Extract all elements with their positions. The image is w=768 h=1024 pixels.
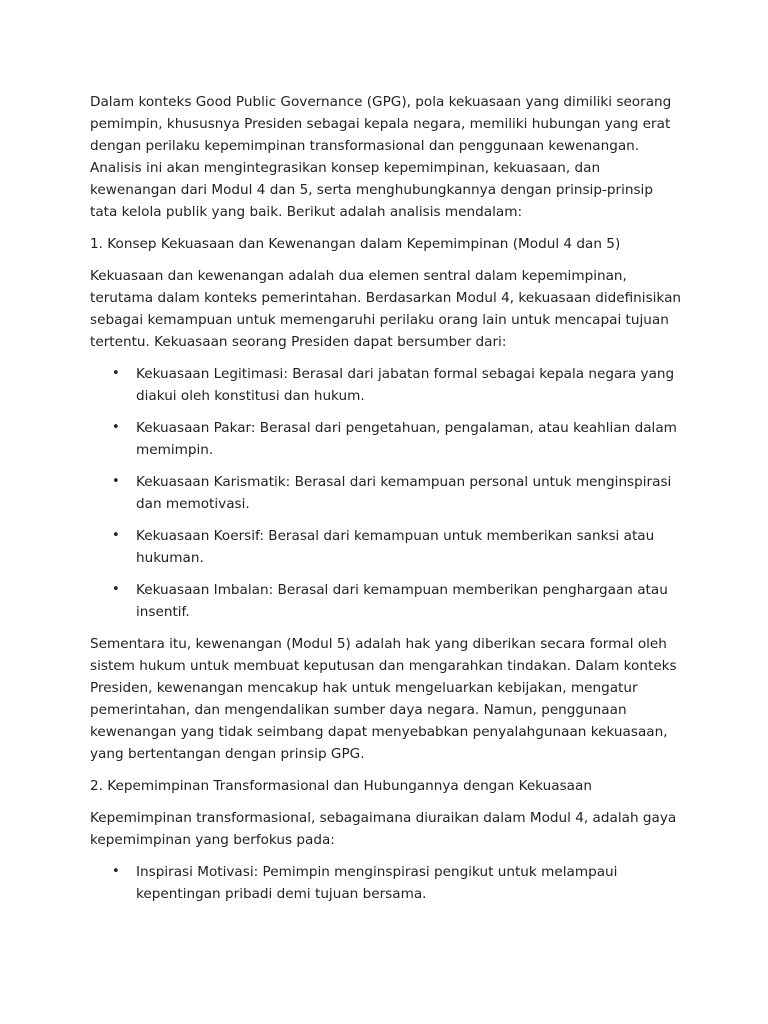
power-sources-list (90, 363, 682, 623)
transformational-list (90, 861, 682, 905)
section-1-paragraph-2: Sementara itu, kewenangan (Modul 5) adalah hak yang diberikan secara formal oleh sistem hukum untuk membuat keputusan dan mengarahkan tindakan. Dalam konteks Presiden, kewenangan mencakup hak untuk mengeluarkan kebijakan, mengatur pemerintahan, dan mengendalikan sumber daya negara. Namun, penggunaan kewenangan yang tidak seimbang dapat menyebabkan penyalahgunaan kekuasaan, yang bertentangan dengan prinsip GPG. (90, 636, 677, 762)
list-item (90, 525, 682, 569)
intro-paragraph: Dalam konteks Good Public Governance (GPG), pola kekuasaan yang dimiliki seorang pemimpin, khususnya Presiden sebagai kepala negara, memiliki hubungan yang erat dengan perilaku kepemimpinan transformasional dan penggunaan kewenangan. Analisis ini akan mengintegrasikan konsep kepemimpinan, kekuasaan, dan kewenangan dari Modul 4 dan 5, serta menghubungkannya dengan prinsip-prinsip tata kelola publik yang baik. Berikut adalah analisis mendalam: (90, 94, 672, 220)
document-page (90, 91, 682, 915)
bullet-icon: • (112, 420, 120, 435)
list-item (90, 363, 682, 407)
list-item (90, 471, 682, 515)
list-item-text: Kekuasaan Legitimasi: Berasal dari jabatan formal sebagai kepala negara yang diakui oleh konstitusi dan hukum. (136, 366, 675, 404)
section-1-heading: 1. Konsep Kekuasaan dan Kewenangan dalam Kepemimpinan (Modul 4 dan 5) (90, 236, 621, 252)
bullet-icon: • (112, 864, 120, 879)
section-1-paragraph: Kekuasaan dan kewenangan adalah dua elemen sentral dalam kepemimpinan, terutama dalam konteks pemerintahan. Berdasarkan Modul 4, kekuasaan didefinisikan sebagai kemampuan untuk memengaruhi perilaku orang lain untuk mencapai tujuan tertentu. Kekuasaan seorang Presiden dapat bersumber dari: (90, 268, 682, 350)
bullet-icon: • (112, 582, 120, 597)
list-item (90, 579, 682, 623)
list-item-text: Kekuasaan Imbalan: Berasal dari kemampuan memberikan penghargaan atau insentif. (136, 582, 668, 620)
section-2-heading: 2. Kepemimpinan Transformasional dan Hubungannya dengan Kekuasaan (90, 778, 592, 794)
bullet-icon: • (112, 474, 120, 489)
list-item-text: Kekuasaan Karismatik: Berasal dari kemampuan personal untuk menginspirasi dan memotivasi. (136, 474, 672, 512)
list-item-text: Kekuasaan Koersif: Berasal dari kemampuan untuk memberikan sanksi atau hukuman. (136, 528, 655, 566)
section-2-paragraph: Kepemimpinan transformasional, sebagaimana diuraikan dalam Modul 4, adalah gaya kepemimpinan yang berfokus pada: (90, 810, 677, 848)
list-item-text: Inspirasi Motivasi: Pemimpin menginspirasi pengikut untuk melampaui kepentingan pribadi demi tujuan bersama. (136, 864, 618, 902)
list-item (90, 861, 682, 905)
list-item (90, 417, 682, 461)
bullet-icon: • (112, 528, 120, 543)
bullet-icon: • (112, 366, 120, 381)
list-item-text: Kekuasaan Pakar: Berasal dari pengetahuan, pengalaman, atau keahlian dalam memimpin. (136, 420, 677, 458)
